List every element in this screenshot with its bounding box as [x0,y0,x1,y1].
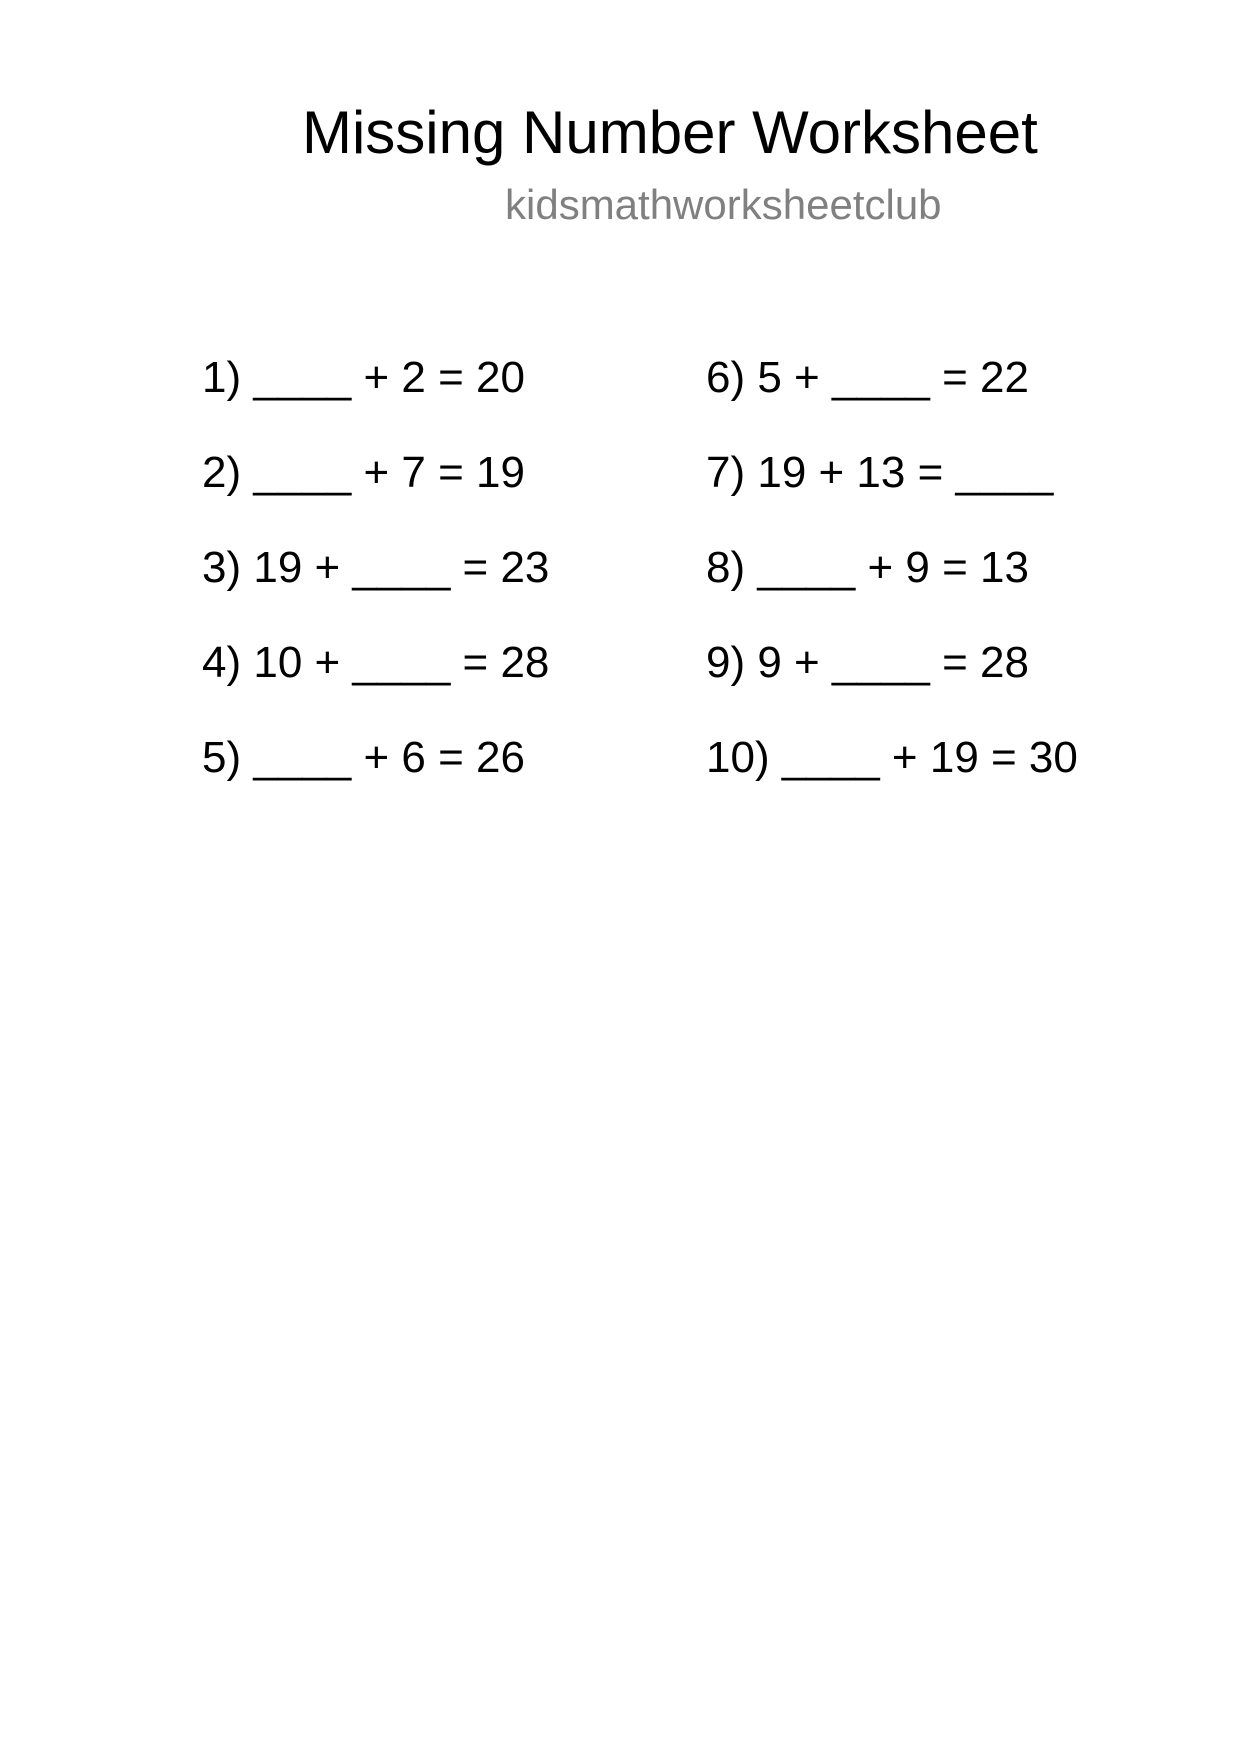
problem-1: 1) ____ + 2 = 20 [202,353,525,402]
problem-9: 9) 9 + ____ = 28 [706,638,1029,687]
problem-2: 2) ____ + 7 = 19 [202,448,525,497]
problem-5: 5) ____ + 6 = 26 [202,733,525,782]
problem-6: 6) 5 + ____ = 22 [706,353,1029,402]
worksheet-source: kidsmathworksheetclub [505,181,942,228]
problem-3: 3) 19 + ____ = 23 [202,543,550,592]
problem-7: 7) 19 + 13 = ____ [706,448,1054,497]
worksheet-title: Missing Number Worksheet [302,99,1038,166]
problem-10: 10) ____ + 19 = 30 [706,733,1078,782]
problem-4: 4) 10 + ____ = 28 [202,638,550,687]
problem-8: 8) ____ + 9 = 13 [706,543,1029,592]
